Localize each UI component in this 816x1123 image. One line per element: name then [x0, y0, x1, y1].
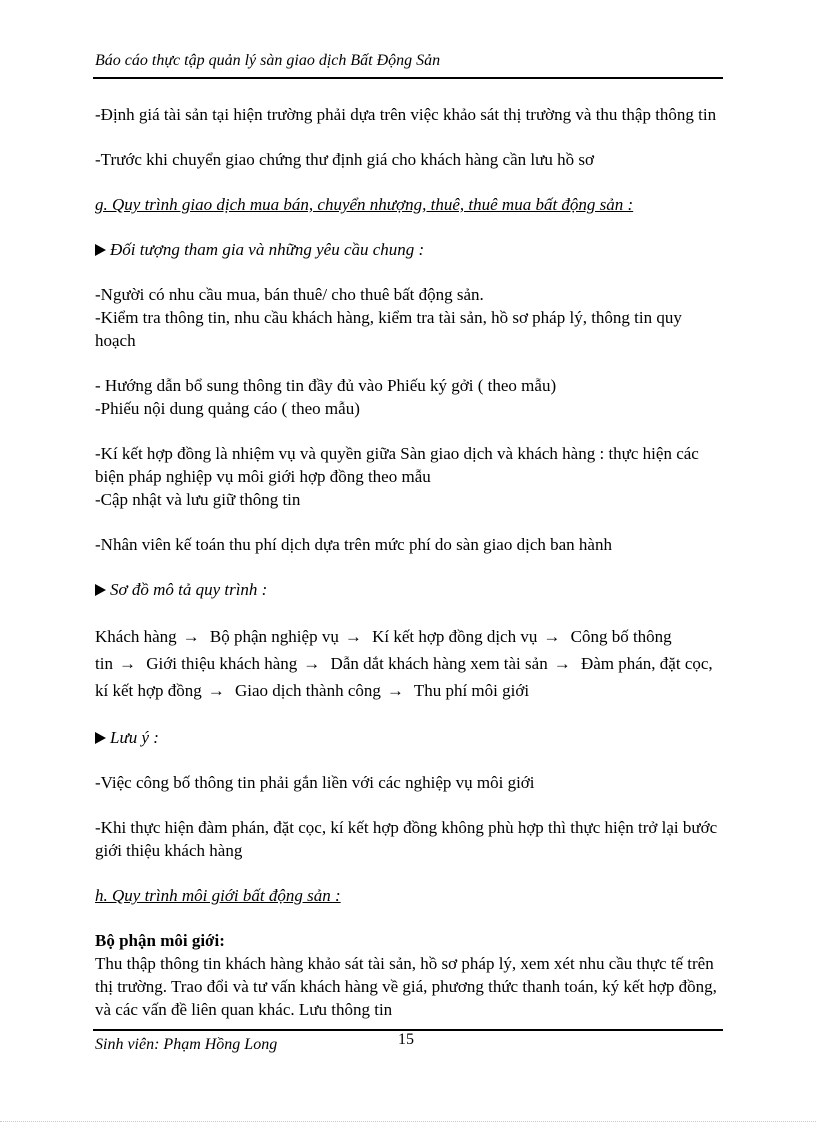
triangle-bullet-icon	[95, 584, 106, 596]
flow-step: Bộ phận nghiệp vụ	[209, 627, 339, 646]
arrow-right-icon: →	[118, 654, 136, 673]
header-rule	[93, 77, 723, 79]
arrow-right-icon: →	[207, 681, 225, 700]
paragraph: Thu thập thông tin khách hàng khảo sát tài sản, hồ sơ pháp lý, xem xét nhu cầu thực tế trên thị trường. Trao đổi và tư vấn khách hàng về giá, phương thức thanh toán, ký kết hợp đồng, và các vấn đề liên quan khác. Lưu thông tin	[95, 954, 717, 1019]
arrow-right-icon: →	[553, 654, 571, 673]
paragraph: -Nhân viên kế toán thu phí dịch dựa trên mức phí do sàn giao dịch ban hành	[95, 535, 612, 554]
flow-step: Khách hàng	[95, 627, 177, 646]
process-flow	[95, 623, 720, 704]
subheading-process-diagram	[95, 578, 720, 601]
flow-step: Giới thiệu khách hàng	[146, 654, 298, 673]
paragraph: -Kí kết hợp đồng là nhiệm vụ và quyền giữa Sàn giao dịch và khách hàng : thực hiện các biện pháp nghiệp vụ môi giới hợp đồng theo mẫu	[95, 444, 699, 486]
triangle-bullet-icon	[95, 732, 106, 744]
subheading-label: Sơ đồ mô tả quy trình :	[110, 580, 268, 599]
arrow-right-icon: →	[386, 681, 404, 700]
flow-step: Giao dịch thành công	[234, 681, 381, 700]
page-number: 15	[398, 1031, 414, 1048]
page-header-title: Báo cáo thực tập quản lý sàn giao dịch Bất Động Sản	[95, 52, 441, 69]
flow-step: Công bố thông tin	[95, 627, 672, 673]
page-edge-divider	[0, 1121, 816, 1122]
paragraph: -Kiểm tra thông tin, nhu cầu khách hàng, kiểm tra tài sản, hồ sơ pháp lý, thông tin quy hoạch	[95, 308, 682, 350]
paragraph: -Định giá tài sản tại hiện trường phải dựa trên việc khảo sát thị trường và thu thập thông tin	[95, 105, 717, 124]
paragraph: - Hướng dẫn bổ sung thông tin đầy đủ vào Phiếu ký gởi ( theo mẫu)	[95, 376, 557, 395]
flow-step: Thu phí môi giới	[413, 681, 530, 700]
footer-student-name: Sinh viên: Phạm Hồng Long	[95, 1036, 278, 1053]
subheading-label: Lưu ý :	[110, 728, 159, 747]
flow-step: Đàm phán, đặt cọc, kí kết hợp đồng	[95, 654, 713, 700]
section-heading-h: h. Quy trình môi giới bất động sản :	[95, 886, 341, 905]
bold-label: Bộ phận môi giới:	[95, 931, 225, 950]
paragraph: -Cập nhật và lưu giữ thông tin	[95, 490, 301, 509]
subheading-label: Đối tượng tham gia và những yêu cầu chung :	[110, 240, 425, 259]
paragraph: -Việc công bố thông tin phải gắn liền với các nghiệp vụ môi giới	[95, 773, 535, 792]
subheading-note	[95, 726, 720, 749]
flow-step: Dẫn dắt khách hàng xem tài sản	[330, 654, 548, 673]
paragraph: -Người có nhu cầu mua, bán thuê/ cho thuê bất động sản.	[95, 285, 484, 304]
page-body	[95, 103, 720, 1021]
paragraph: -Trước khi chuyển giao chứng thư định giá cho khách hàng cần lưu hồ sơ	[95, 150, 594, 169]
triangle-bullet-icon	[95, 244, 106, 256]
arrow-right-icon: →	[543, 627, 561, 646]
section-heading-g: g. Quy trình giao dịch mua bán, chuyển nhượng, thuê, thuê mua bất động sản :	[95, 195, 634, 214]
subheading-participants	[95, 238, 720, 261]
arrow-right-icon: →	[182, 627, 200, 646]
arrow-right-icon: →	[344, 627, 362, 646]
arrow-right-icon: →	[303, 654, 321, 673]
flow-step: Kí kết hợp đồng dịch vụ	[372, 627, 538, 646]
paragraph: -Phiếu nội dung quảng cáo ( theo mẫu)	[95, 399, 360, 418]
paragraph: -Khi thực hiện đàm phán, đặt cọc, kí kết hợp đồng không phù hợp thì thực hiện trở lại bước giới thiệu khách hàng	[95, 818, 718, 860]
